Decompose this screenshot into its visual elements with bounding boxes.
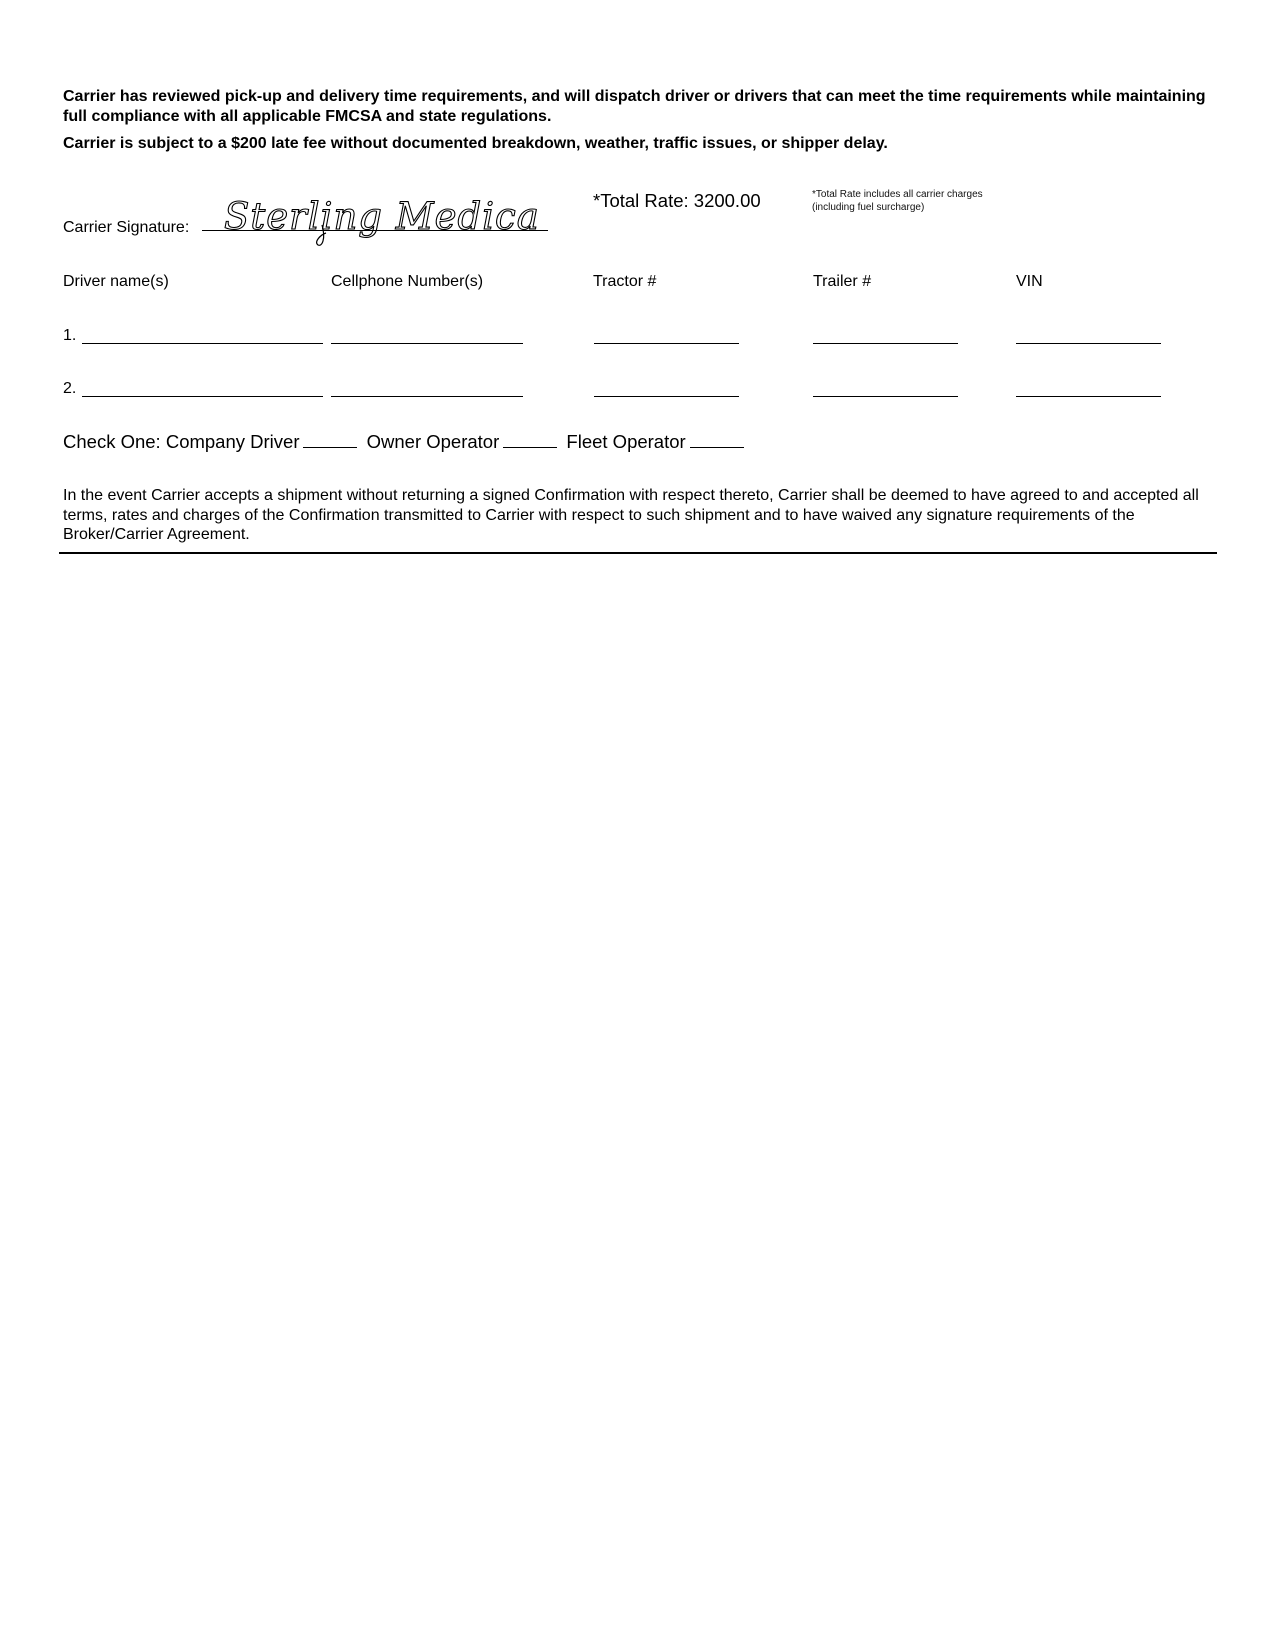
section-divider <box>59 552 1217 554</box>
row-number-1: 1. <box>63 327 77 344</box>
signature-script-text: Sterling Medica <box>224 195 540 238</box>
trailer-field-1[interactable] <box>813 343 958 344</box>
check-one-row <box>63 431 748 453</box>
check-one-label: Check One: <box>63 431 161 452</box>
option-fleet-operator-label: Fleet Operator <box>566 431 686 452</box>
carrier-signature-label: Carrier Signature: <box>63 219 190 236</box>
header-driver-name: Driver name(s) <box>63 273 169 290</box>
total-rate-label: *Total Rate: <box>593 190 689 211</box>
total-rate-note: *Total Rate includes all carrier charges (including fuel surcharge) <box>812 189 983 213</box>
row-number-2: 2. <box>63 380 77 397</box>
header-tractor: Tractor # <box>593 273 657 290</box>
vin-field-2[interactable] <box>1016 396 1161 397</box>
vin-field-1[interactable] <box>1016 343 1161 344</box>
option-fleet-operator-blank[interactable] <box>690 447 744 448</box>
option-company-driver-label: Company Driver <box>165 431 300 452</box>
driver-name-field-1[interactable] <box>82 343 323 344</box>
total-rate <box>593 190 761 212</box>
dispatch-notice: Carrier has reviewed pick-up and delivery time requirements, and will dispatch driver or drivers that can meet the time requirements while maintaining full compliance with all applicable FMCSA and state regulations. <box>63 88 1206 125</box>
option-owner-operator-label: Owner Operator <box>366 431 500 452</box>
option-company-driver-blank[interactable] <box>303 447 357 448</box>
driver-name-field-2[interactable] <box>82 396 323 397</box>
late-fee-notice: Carrier is subject to a $200 late fee without documented breakdown, weather, traffic issues, or shipper delay. <box>63 135 888 152</box>
carrier-signature <box>222 195 540 255</box>
trailer-field-2[interactable] <box>813 396 958 397</box>
option-owner-operator-blank[interactable] <box>503 447 557 448</box>
header-cellphone: Cellphone Number(s) <box>331 273 484 290</box>
cellphone-field-2[interactable] <box>331 396 523 397</box>
terms-paragraph: In the event Carrier accepts a shipment without returning a signed Confirmation with respect thereto, Carrier shall be deemed to have agreed to and accepted all terms, rates and charges of the Confirmation transmitted to Carrier with respect to such shipment and to have waived any signature requirements of the Broker/Carrier Agreement. <box>63 487 1199 543</box>
tractor-field-2[interactable] <box>594 396 739 397</box>
tractor-field-1[interactable] <box>594 343 739 344</box>
header-trailer: Trailer # <box>813 273 872 290</box>
cellphone-field-1[interactable] <box>331 343 523 344</box>
total-rate-value: 3200.00 <box>693 190 761 211</box>
header-vin: VIN <box>1016 273 1043 290</box>
